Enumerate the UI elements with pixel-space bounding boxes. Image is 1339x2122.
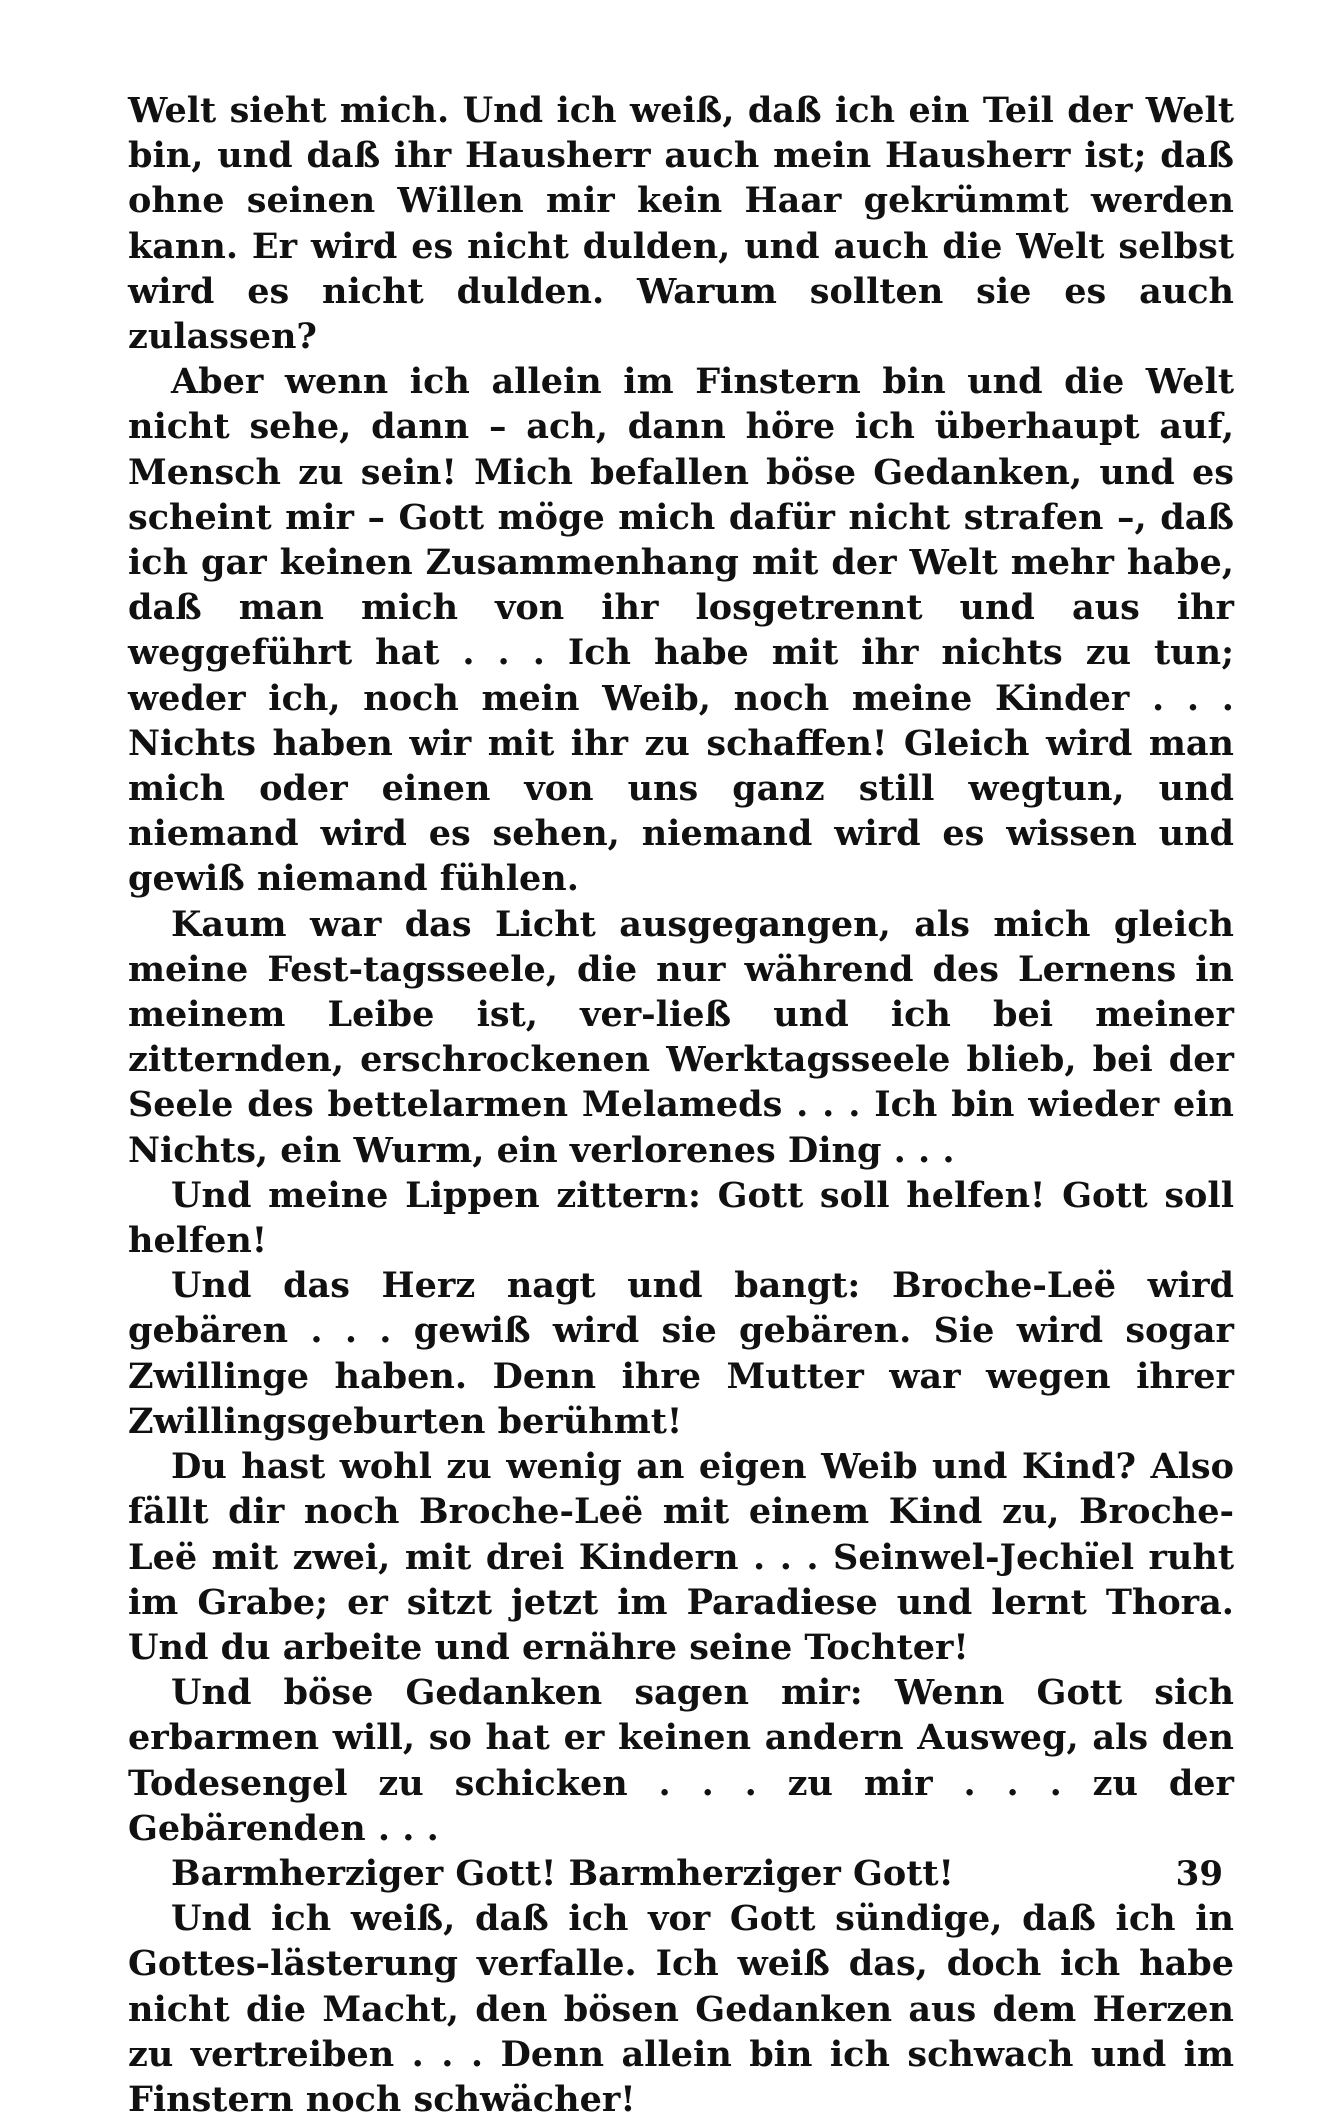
paragraph-3: Kaum war das Licht ausgegangen, als mich gleich meine Fest-tagsseele, die nur während des Lernens in meinem Leibe ist, ver-ließ und ich bei meiner zitternden, erschrockenen Werktagsseele blieb, bei der Seele des bettelarmen Melameds . . . Ich bin wieder ein Nichts, ein Wurm, ein verlorenes Ding . . .: [128, 903, 1234, 1171]
paragraph-5: Und das Herz nagt und bangt: Broche-Leë wird gebären . . . gewiß wird sie gebären. Sie wird sogar Zwillinge haben. Denn ihre Mutter war wegen ihrer Zwillingsgeburten berühmt!: [128, 1265, 1234, 1442]
page-number: 39: [1175, 1854, 1223, 1894]
paragraph-4: Und meine Lippen zittern: Gott soll helfen! Gott soll helfen!: [128, 1174, 1234, 1262]
paragraph-8: Barmherziger Gott! Barmherziger Gott!: [171, 1852, 954, 1894]
paragraph-2: Aber wenn ich allein im Finstern bin und die Welt nicht sehe, dann – ach, dann höre ich überhaupt auf, Mensch zu sein! Mich befallen böse Gedanken, und es scheint mir – Gott möge mich dafür nicht strafen –, daß ich gar keinen Zusammenhang mit der Welt mehr habe, daß man mich von ihr losgetrennt und aus ihr weggeführt hat . . . Ich habe mit ihr nichts zu tun; weder ich, noch mein Weib, noch meine Kinder . . . Nichts haben wir mit ihr zu schaffen! Gleich wird man mich oder einen von uns ganz still wegtun, und niemand wird es sehen, niemand wird es wissen und gewiß niemand fühlen.: [128, 361, 1234, 900]
paragraph-1: Welt sieht mich. Und ich weiß, daß ich ein Teil der Welt bin, und daß ihr Hausherr auch mein Hausherr ist; daß ohne seinen Willen mir kein Haar gekrümmt werden kann. Er wird es nicht dulden, und auch die Welt selbst wird es nicht dulden. Warum sollten sie es auch zulassen?: [128, 90, 1234, 358]
page-body: [128, 88, 1234, 2122]
paragraph-9: Und ich weiß, daß ich vor Gott sündige, daß ich in Gottes-lästerung verfalle. Ich weiß das, doch ich habe nicht die Macht, den bösen Gedanken aus dem Herzen zu vertreiben . . . Denn allein bin ich schwach und im Finstern noch schwächer!: [128, 1898, 1234, 2120]
paragraph-6: Du hast wohl zu wenig an eigen Weib und Kind? Also fällt dir noch Broche-Leë mit einem Kind zu, Broche-Leë mit zwei, mit drei Kindern . . . Seinwel-Jechïel ruht im Grabe; er sitzt jetzt im Paradiese und lernt Thora. Und du arbeite und ernähre seine Tochter!: [128, 1446, 1234, 1668]
paragraph-7: Und böse Gedanken sagen mir: Wenn Gott sich erbarmen will, so hat er keinen andern Ausweg, als den Todesengel zu schicken . . . zu mir . . . zu der Gebärenden . . .: [128, 1672, 1234, 1849]
